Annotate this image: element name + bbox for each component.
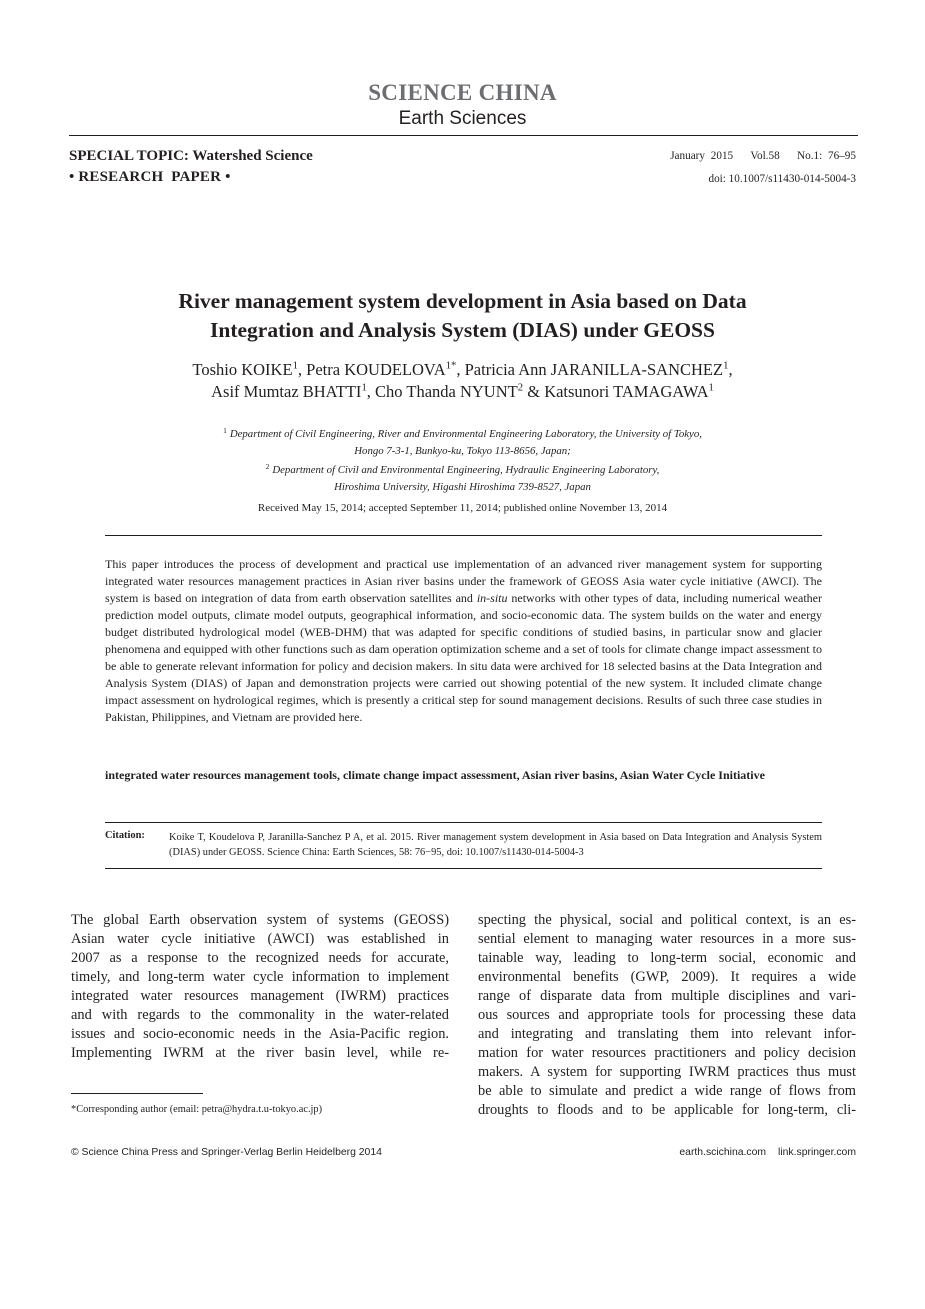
- body-line: issues and socio-economic needs in the Asia-Pacific region.: [71, 1026, 449, 1042]
- body-line: mation for water resources practitioners and policy decision: [478, 1045, 856, 1061]
- abstract-top-rule: [105, 535, 822, 536]
- body-line: Implementing IWRM at the river basin level, while re-: [71, 1045, 449, 1061]
- body-column-right: [478, 911, 856, 1120]
- affiliation-2-line-1: [120, 459, 805, 479]
- affiliation-mark: 2: [265, 462, 270, 471]
- body-line: sential element to managing water resources in a more sus-: [478, 931, 856, 947]
- author-affiliation-mark: 1: [292, 359, 298, 372]
- abstract-text-2: networks with other types of data, including numerical weather prediction model outputs, climate model outputs, geographical information, and socio-economic data. The system builds on the water and energy budget distributed hydrological model (WEB-DHM) that was adapted for specific conditions of studied basins, in particular snow and glacier phenomena and equipped with other functions such as dam operation optimization scheme and a set of tools for climate change impact assessment to be able to generate relevant information for policy and decision makers. In situ data were archived for 18 selected basins at the Data Integration and Analysis System (DIAS) of Japan and demonstration projects were carried out showing potential of the new system. It included climate change impact assessment on hydrological regimes, which is presently a critical step for sound management decisions. Results of such three case studies in Pakistan, Philippines, and Vietnam are provided here.: [105, 591, 822, 724]
- issue-info: January 2015 Vol.58 No.1: 76–95: [670, 150, 856, 162]
- footnote-rule: [71, 1093, 203, 1094]
- author-name: Toshio KOIKE: [192, 360, 293, 379]
- body-line: timely, and long-term water cycle information to implement: [71, 969, 449, 985]
- affiliation-text: Department of Civil Engineering, River and Environmental Engineering Laboratory, the University of Tokyo,: [229, 428, 702, 440]
- author-affiliation-mark: 1: [361, 381, 367, 394]
- author-line-1: [80, 359, 845, 381]
- body-line: makers. A system for supporting IWRM practices thus must: [478, 1064, 856, 1080]
- body-line: ous sources and appropriate tools for processing these data: [478, 1007, 856, 1023]
- author-affiliation-mark: 1: [708, 381, 714, 394]
- received-dates: Received May 15, 2014; accepted September 11, 2014; published online November 13, 2014: [257, 502, 668, 514]
- body-line: 2007 as a response to the recognized needs for accurate,: [71, 950, 449, 966]
- affiliation-2-line-2: Hiroshima University, Higashi Hiroshima 739-8527, Japan: [334, 480, 591, 493]
- body-line: environmental benefits (GWP, 2009). It requires a wide: [478, 969, 856, 985]
- footer-links: [667, 1147, 856, 1158]
- article-title: [90, 287, 835, 345]
- author-affiliation-mark: 2: [517, 381, 524, 394]
- journal-name: SCIENCE CHINA: [368, 80, 557, 105]
- affiliation-1-line-2: Hongo 7-3-1, Bunkyo-ku, Tokyo 113-8656, Japan;: [354, 444, 571, 457]
- body-line: integrated water resources management (IWRM) practices: [71, 988, 449, 1004]
- citation-bottom-rule: [105, 868, 822, 869]
- author-list: [80, 359, 845, 403]
- paper-type: • RESEARCH PAPER •: [69, 169, 231, 185]
- author-name: Asif Mumtaz BHATTI: [211, 382, 362, 401]
- author-separator: &: [523, 382, 545, 401]
- author-name: Katsunori TAMAGAWA: [544, 382, 709, 401]
- citation-top-rule: [105, 822, 822, 823]
- special-topic: SPECIAL TOPIC: Watershed Science: [69, 148, 313, 164]
- abstract-text-1: This paper introduces the process of development and practical use implementation of an advanced river management system for supporting integrated water resources management practices in Asian river basins under the framework of GEOSS Asia water cycle initiative (AWCI). The system is based on integration of data from earth observation satellites and: [105, 557, 822, 605]
- title-line-2: Integration and Analysis System (DIAS) under GEOSS: [210, 318, 715, 342]
- doi[interactable]: doi: 10.1007/s11430-014-5004-3: [708, 173, 856, 185]
- author-affiliation-mark: 1*: [445, 359, 457, 372]
- abstract-italic: in-situ: [476, 591, 508, 605]
- affiliation-text: Department of Civil and Environmental Engineering, Hydraulic Engineering Laboratory,: [272, 464, 660, 476]
- body-line: range of disparate data from multiple disciplines and vari-: [478, 988, 856, 1004]
- body-line: The global Earth observation system of systems (GEOSS): [71, 912, 449, 928]
- citation-label: Citation:: [105, 830, 145, 841]
- author-name: Patricia Ann JARANILLA-SANCHEZ: [464, 360, 724, 379]
- keywords: integrated water resources management tools, climate change impact assessment, Asian river basins, Asian Water Cycle Initiative: [105, 768, 765, 782]
- author-separator: ,: [297, 360, 307, 379]
- author-line-2: [80, 381, 845, 403]
- copyright: © Science China Press and Springer-Verlag Berlin Heidelberg 2014: [71, 1147, 382, 1158]
- author-separator: ,: [456, 360, 465, 379]
- body-line: and with regards to the commonality in the water-related: [71, 1007, 449, 1023]
- author-separator: ,: [728, 360, 733, 379]
- journal-subtitle: Earth Sciences: [398, 108, 527, 129]
- author-name: Petra KOUDELOVA: [306, 360, 446, 379]
- body-line: specting the physical, social and political context, is an es-: [478, 912, 856, 928]
- abstract: [105, 556, 822, 726]
- header-divider: [69, 135, 858, 136]
- title-line-1: River management system development in Asia based on Data: [178, 289, 747, 313]
- body-line: droughts to floods and to be applicable for long-term, cli-: [478, 1102, 856, 1118]
- body-line: be able to simulate and predict a wide range of flows from: [478, 1083, 856, 1099]
- affiliations: [120, 423, 805, 495]
- journal-website-link[interactable]: earth.scichina.com: [679, 1147, 767, 1158]
- body-line: and integrating and translating them into relevant infor-: [478, 1026, 856, 1042]
- author-name: Cho Thanda NYUNT: [375, 382, 518, 401]
- author-separator: ,: [366, 382, 376, 401]
- affiliation-1-line-1: [120, 423, 805, 443]
- springer-link[interactable]: link.springer.com: [778, 1147, 856, 1158]
- body-line: Asian water cycle initiative (AWCI) was established in: [71, 931, 449, 947]
- body-line: tainable way, leading to long-term social, economic and: [478, 950, 856, 966]
- corresponding-author-footnote: *Corresponding author (email: petra@hydra.t.u-tokyo.ac.jp): [71, 1104, 323, 1115]
- body-column-left: [71, 911, 449, 1063]
- author-affiliation-mark: 1: [723, 359, 729, 372]
- citation-text: Koike T, Koudelova P, Jaranilla-Sanchez P A, et al. 2015. River management system development in Asia based on Data Integration and Analysis System (DIAS) under GEOSS. Science China: Earth Sciences, 58: 76−95, doi: 10.1007/s11430-014-5004-3: [169, 832, 822, 858]
- affiliation-mark: 1: [223, 426, 227, 435]
